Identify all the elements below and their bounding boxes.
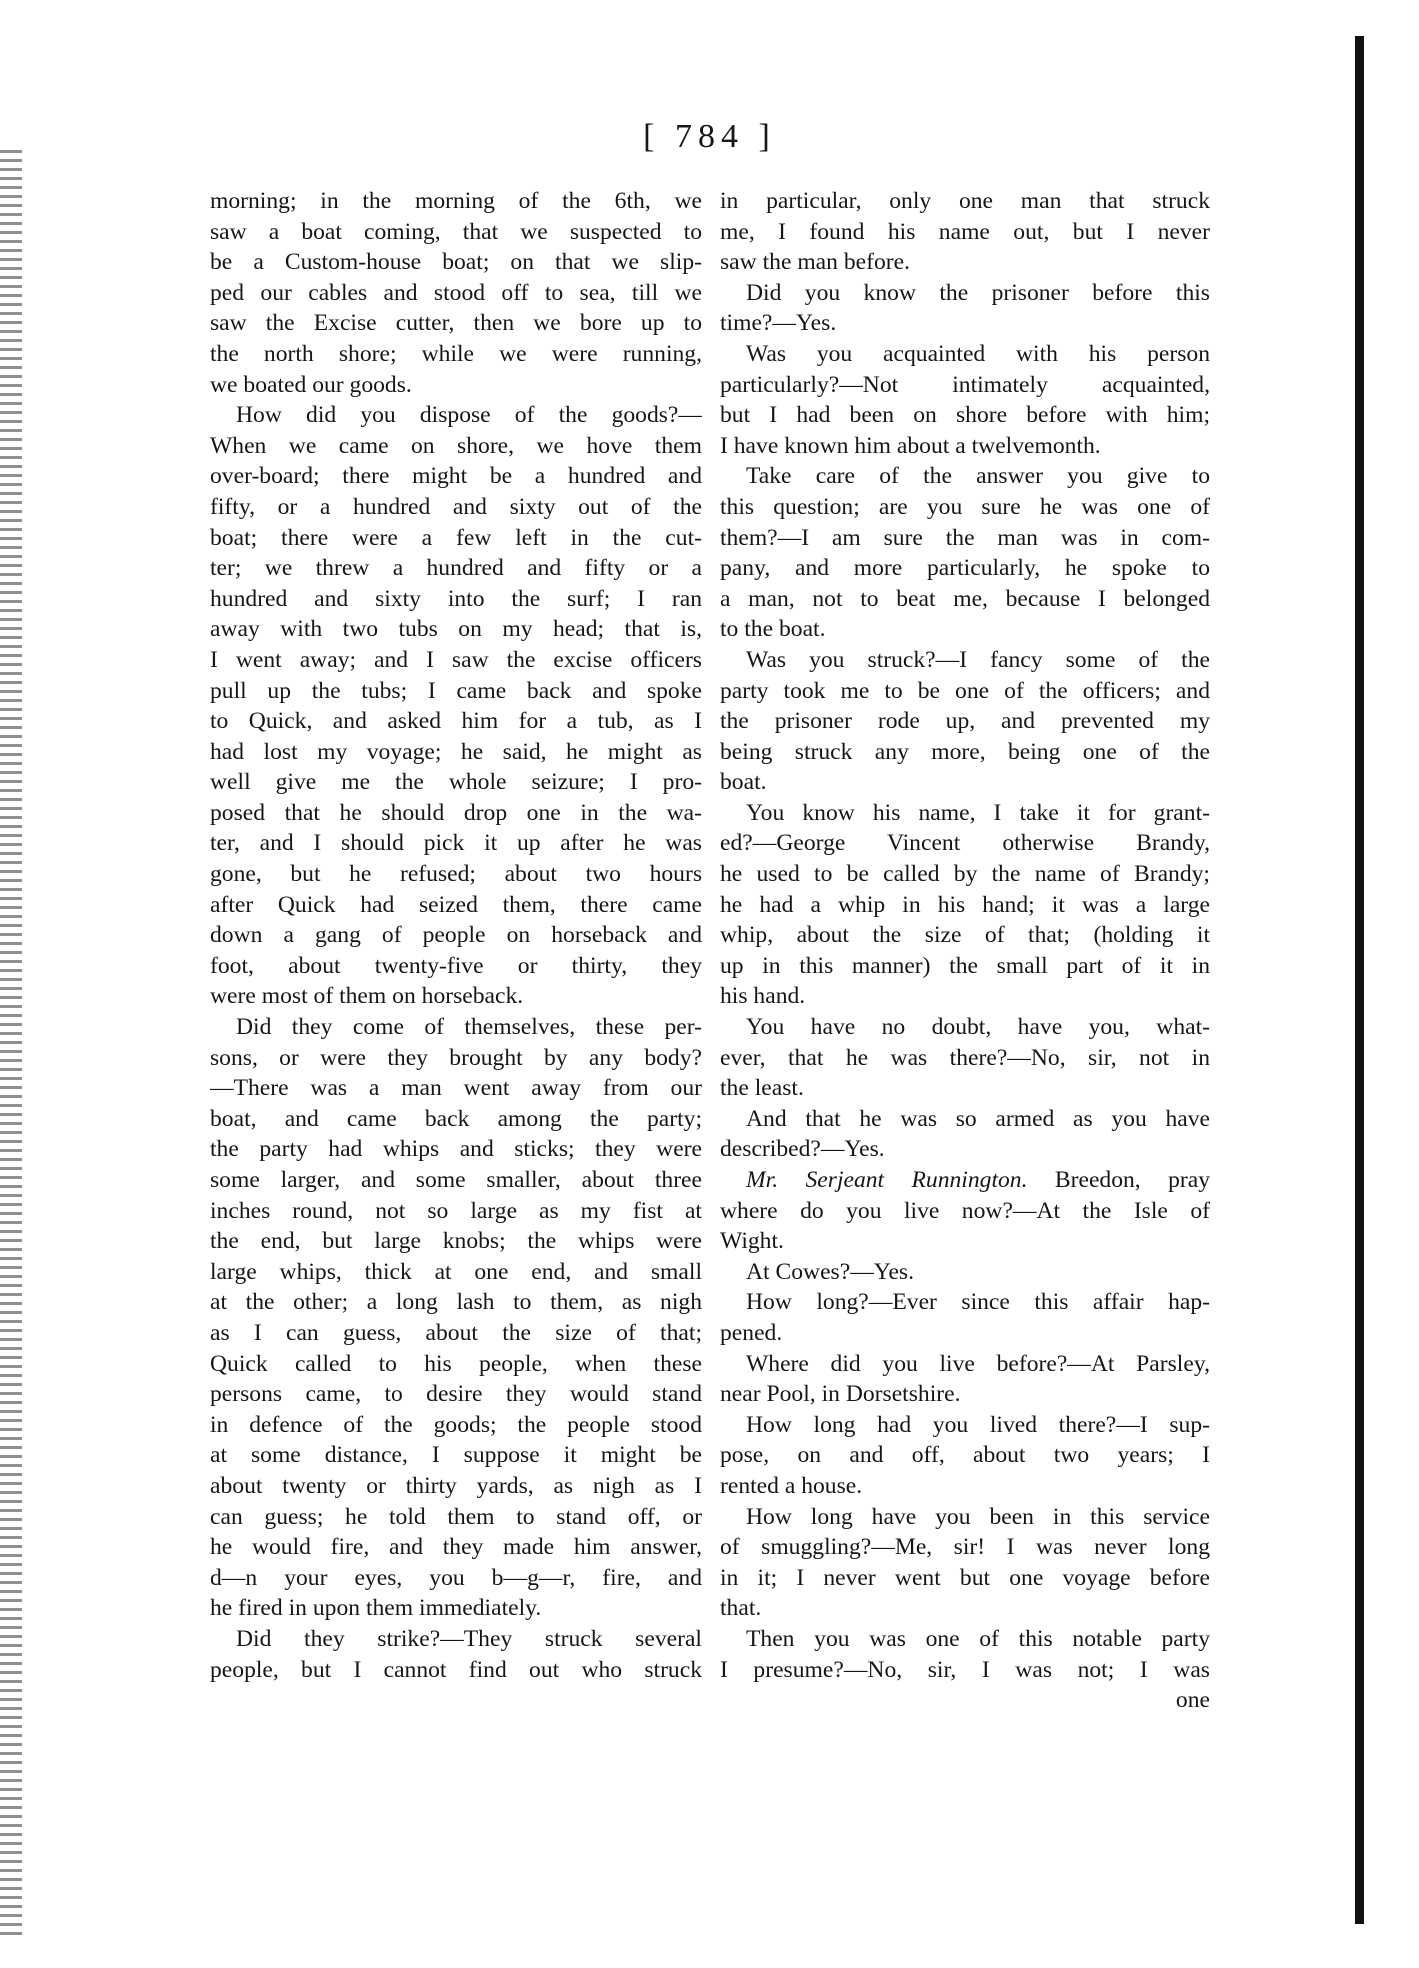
right-column-line bbox=[720, 859, 1210, 890]
left-column-line bbox=[210, 584, 702, 615]
left-column-line bbox=[210, 1318, 702, 1349]
left-column-line bbox=[210, 1624, 702, 1655]
right-column-line bbox=[720, 1685, 1210, 1716]
line-text: ped our cables and stood off to sea, till we bbox=[210, 279, 702, 306]
line-text: me, I found his name out, but I never bbox=[720, 218, 1210, 245]
line-text: one bbox=[1175, 1687, 1210, 1714]
line-text: to Quick, and asked him for a tub, as I bbox=[210, 708, 702, 735]
line-text: were most of them on horseback. bbox=[210, 983, 524, 1010]
line-text: boat, and came back among the party; bbox=[210, 1105, 702, 1132]
right-column-line bbox=[720, 1104, 1210, 1135]
right-column-line bbox=[720, 767, 1210, 798]
line-text: saw the man before. bbox=[720, 249, 910, 276]
right-column-line bbox=[720, 186, 1210, 217]
right-column-line bbox=[720, 492, 1210, 523]
left-column-line bbox=[210, 737, 702, 768]
right-column-line bbox=[720, 1073, 1210, 1104]
right-column-line bbox=[720, 1165, 1210, 1196]
right-column-line bbox=[720, 981, 1210, 1012]
line-text: well give me the whole seizure; I pro- bbox=[210, 769, 702, 796]
right-column-line bbox=[720, 920, 1210, 951]
right-column-line bbox=[720, 645, 1210, 676]
left-column-line bbox=[210, 1104, 702, 1135]
line-text: at some distance, I suppose it might be bbox=[210, 1442, 702, 1469]
line-text: d—n your eyes, you b—g—r, fire, and bbox=[210, 1564, 702, 1591]
line-text: pany, and more particularly, he spoke to bbox=[720, 555, 1210, 582]
left-column-line bbox=[210, 1563, 702, 1594]
left-column-line bbox=[210, 400, 702, 431]
right-column-line bbox=[720, 1287, 1210, 1318]
line-text: being struck any more, being one of the bbox=[720, 738, 1210, 765]
line-text: ter; we threw a hundred and fifty or a bbox=[210, 555, 702, 582]
right-column-line bbox=[720, 828, 1210, 859]
line-text: hundred and sixty into the surf; I ran bbox=[210, 585, 702, 612]
line-text: he used to be called by the name of Brandy; bbox=[720, 861, 1210, 888]
left-column bbox=[210, 186, 702, 1685]
line-text: saw the Excise cutter, then we bore up to bbox=[210, 310, 702, 337]
left-column-line bbox=[210, 645, 702, 676]
line-text: How long have you been in this service bbox=[746, 1503, 1210, 1530]
left-column-line bbox=[210, 308, 702, 339]
line-text: sons, or were they brought by any body? bbox=[210, 1044, 702, 1071]
line-text: morning; in the morning of the 6th, we bbox=[210, 188, 702, 214]
line-text: foot, about twenty-five or thirty, they bbox=[210, 952, 702, 979]
left-column-line bbox=[210, 798, 702, 829]
line-text: Then you was one of this notable party bbox=[746, 1625, 1210, 1652]
left-column-line bbox=[210, 890, 702, 921]
line-text: away with two tubs on my head; that is, bbox=[210, 616, 702, 643]
line-text: ter, and I should pick it up after he was bbox=[210, 830, 702, 857]
line-text: ever, that he was there?—No, sir, not in bbox=[720, 1044, 1210, 1071]
right-column-line bbox=[720, 1043, 1210, 1074]
line-text: How long had you lived there?—I sup- bbox=[746, 1411, 1210, 1438]
line-text: them?—I am sure the man was in com- bbox=[720, 524, 1210, 551]
line-text: people, but I cannot find out who struck bbox=[210, 1656, 702, 1683]
page-edge-rule bbox=[1355, 36, 1364, 1924]
line-text: pose, on and off, about two years; I bbox=[720, 1442, 1210, 1469]
speaker-name: Mr. Serjeant Runnington. bbox=[746, 1167, 1028, 1193]
line-text: the least. bbox=[720, 1075, 804, 1102]
line-text: of smuggling?—Me, sir! I was never long bbox=[720, 1534, 1210, 1561]
line-text: whip, about the size of that; (holding it bbox=[720, 922, 1210, 949]
right-column-line bbox=[720, 1502, 1210, 1533]
right-column-line bbox=[720, 1532, 1210, 1563]
line-text: posed that he should drop one in the wa- bbox=[210, 799, 702, 826]
left-column-line bbox=[210, 370, 702, 401]
line-text: he fired in upon them immediately. bbox=[210, 1595, 542, 1622]
line-text: Was you struck?—I fancy some of the bbox=[746, 646, 1210, 673]
right-column-line bbox=[720, 370, 1210, 401]
left-column-line bbox=[210, 614, 702, 645]
right-column-line bbox=[720, 339, 1210, 370]
left-column-line bbox=[210, 431, 702, 462]
line-text: in it; I never went but one voyage before bbox=[720, 1564, 1210, 1591]
left-column-line bbox=[210, 278, 702, 309]
line-text: his hand. bbox=[720, 983, 806, 1010]
right-column-line bbox=[720, 1655, 1210, 1686]
line-text: How did you dispose of the goods?— bbox=[236, 402, 702, 429]
left-column-line bbox=[210, 1257, 702, 1288]
line-text: the north shore; while we were running, bbox=[210, 340, 702, 367]
right-column-line bbox=[720, 1624, 1210, 1655]
line-text: he had a whip in his hand; it was a large bbox=[720, 891, 1210, 918]
left-column-line bbox=[210, 461, 702, 492]
left-column-line bbox=[210, 553, 702, 584]
right-column-line bbox=[720, 1379, 1210, 1410]
left-column-line bbox=[210, 951, 702, 982]
line-text: the end, but large knobs; the whips were bbox=[210, 1228, 702, 1255]
left-column-line bbox=[210, 828, 702, 859]
line-text: large whips, thick at one end, and small bbox=[210, 1258, 702, 1285]
line-text: Breedon, pray bbox=[1054, 1167, 1210, 1193]
line-text: Quick called to his people, when these bbox=[210, 1350, 702, 1377]
right-column-line bbox=[720, 614, 1210, 645]
line-text: gone, but he refused; about two hours bbox=[210, 861, 702, 888]
line-text: saw a boat coming, that we suspected to bbox=[210, 218, 702, 245]
line-text: this question; are you sure he was one of bbox=[720, 493, 1210, 520]
line-text: pened. bbox=[720, 1319, 783, 1346]
line-text: Where did you live before?—At Parsley, bbox=[746, 1350, 1210, 1377]
line-text: over-board; there might be a hundred and bbox=[210, 463, 702, 490]
line-text: You have no doubt, have you, what- bbox=[746, 1014, 1210, 1041]
left-column-line bbox=[210, 523, 702, 554]
right-column-line bbox=[720, 706, 1210, 737]
right-column-line bbox=[720, 890, 1210, 921]
line-text: Did they come of themselves, these per- bbox=[236, 1014, 702, 1041]
line-text: about twenty or thirty yards, as nigh as I bbox=[210, 1472, 702, 1499]
right-column-line bbox=[720, 1134, 1210, 1165]
line-text: boat; there were a few left in the cut- bbox=[210, 524, 702, 551]
left-column-line bbox=[210, 706, 702, 737]
line-text: the prisoner rode up, and prevented my bbox=[720, 708, 1210, 735]
left-column-line bbox=[210, 217, 702, 248]
line-text: particularly?—Not intimately acquainted, bbox=[720, 371, 1210, 398]
line-text: —There was a man went away from our bbox=[210, 1075, 702, 1102]
line-text: in defence of the goods; the people stood bbox=[210, 1411, 702, 1438]
line-text: as I can guess, about the size of that; bbox=[210, 1319, 702, 1346]
line-text: but I had been on shore before with him; bbox=[720, 402, 1210, 429]
right-column-line bbox=[720, 461, 1210, 492]
line-text: Did they strike?—They struck several bbox=[236, 1625, 702, 1652]
left-column-line bbox=[210, 1196, 702, 1227]
line-text: When we came on shore, we hove them bbox=[210, 432, 702, 459]
right-column-line bbox=[720, 737, 1210, 768]
left-column-line bbox=[210, 981, 702, 1012]
line-text: ed?—George Vincent otherwise Brandy, bbox=[720, 830, 1210, 857]
left-column-line bbox=[210, 1593, 702, 1624]
right-column-line bbox=[720, 676, 1210, 707]
line-text: inches round, not so large as my fist at bbox=[210, 1197, 702, 1224]
line-text: persons came, to desire they would stand bbox=[210, 1381, 702, 1408]
right-column-line bbox=[720, 1410, 1210, 1441]
line-text: can guess; he told them to stand off, or bbox=[210, 1503, 702, 1530]
right-column-line bbox=[720, 1471, 1210, 1502]
right-column-line bbox=[720, 1257, 1210, 1288]
right-column-line bbox=[720, 1318, 1210, 1349]
right-column-line bbox=[720, 523, 1210, 554]
line-text: How long?—Ever since this affair hap- bbox=[746, 1289, 1210, 1316]
line-text: I have known him about a twelvemonth. bbox=[720, 432, 1101, 459]
left-column-line bbox=[210, 1073, 702, 1104]
page-number: [ 784 ] bbox=[643, 118, 776, 155]
line-text: rented a house. bbox=[720, 1472, 863, 1499]
line-text: the party had whips and sticks; they were bbox=[210, 1136, 702, 1163]
line-text: be a Custom-house boat; on that we slip- bbox=[210, 249, 702, 276]
right-column-line bbox=[720, 431, 1210, 462]
left-column-line bbox=[210, 1379, 702, 1410]
line-text: we boated our goods. bbox=[210, 371, 412, 398]
right-column-line bbox=[720, 1196, 1210, 1227]
right-column bbox=[720, 186, 1210, 1716]
line-text: up in this manner) the small part of it in bbox=[720, 952, 1210, 979]
left-column-line bbox=[210, 1134, 702, 1165]
right-column-line bbox=[720, 400, 1210, 431]
line-text: And that he was so armed as you have bbox=[746, 1105, 1210, 1132]
left-column-line bbox=[210, 1655, 702, 1686]
line-text: Did you know the prisoner before this bbox=[746, 279, 1210, 306]
left-column-line bbox=[210, 767, 702, 798]
right-column-line bbox=[720, 584, 1210, 615]
right-column-line bbox=[720, 1226, 1210, 1257]
left-column-line bbox=[210, 920, 702, 951]
right-column-line bbox=[720, 951, 1210, 982]
line-text: boat. bbox=[720, 769, 767, 796]
right-column-line bbox=[720, 553, 1210, 584]
line-text: he would fire, and they made him answer, bbox=[210, 1534, 702, 1561]
left-column-line bbox=[210, 1165, 702, 1196]
right-column-line bbox=[720, 1349, 1210, 1380]
right-column-line bbox=[720, 247, 1210, 278]
left-column-line bbox=[210, 1440, 702, 1471]
line-text: some larger, and some smaller, about three bbox=[210, 1167, 702, 1193]
left-column-line bbox=[210, 1226, 702, 1257]
left-column-line bbox=[210, 1502, 702, 1533]
line-text: time?—Yes. bbox=[720, 310, 837, 337]
left-column-line bbox=[210, 676, 702, 707]
left-column-line bbox=[210, 1471, 702, 1502]
left-column-line bbox=[210, 492, 702, 523]
right-column-line bbox=[720, 1563, 1210, 1594]
right-column-line bbox=[720, 308, 1210, 339]
line-text: at the other; a long lash to them, as nigh bbox=[210, 1289, 702, 1316]
line-text: fifty, or a hundred and sixty out of the bbox=[210, 493, 702, 520]
line-text: where do you live now?—At the Isle of bbox=[720, 1197, 1210, 1224]
line-text: I went away; and I saw the excise officers bbox=[210, 646, 702, 673]
right-column-line bbox=[720, 217, 1210, 248]
right-column-line bbox=[720, 278, 1210, 309]
right-column-line bbox=[720, 1593, 1210, 1624]
line-text: down a gang of people on horseback and bbox=[210, 922, 702, 949]
line-text: Wight. bbox=[720, 1228, 784, 1255]
left-column-line bbox=[210, 247, 702, 278]
left-column-line bbox=[210, 339, 702, 370]
left-column-line bbox=[210, 186, 702, 217]
line-text: At Cowes?—Yes. bbox=[746, 1258, 915, 1285]
line-text: You know his name, I take it for grant- bbox=[746, 799, 1210, 826]
line-text: I presume?—No, sir, I was not; I was bbox=[720, 1656, 1210, 1683]
right-column-line bbox=[720, 1012, 1210, 1043]
line-text: described?—Yes. bbox=[720, 1136, 885, 1163]
left-column-line bbox=[210, 1532, 702, 1563]
line-text: had lost my voyage; he said, he might as bbox=[210, 738, 702, 765]
binding-shadow bbox=[0, 150, 22, 1940]
right-column-line bbox=[720, 798, 1210, 829]
line-text: in particular, only one man that struck bbox=[720, 188, 1210, 214]
line-text: after Quick had seized them, there came bbox=[210, 891, 702, 918]
line-text: Take care of the answer you give to bbox=[746, 463, 1210, 490]
line-text: pull up the tubs; I came back and spoke bbox=[210, 677, 702, 704]
line-text: near Pool, in Dorsetshire. bbox=[720, 1381, 961, 1408]
left-column-line bbox=[210, 1012, 702, 1043]
line-text: Was you acquainted with his person bbox=[746, 340, 1210, 367]
right-column-line bbox=[720, 1440, 1210, 1471]
left-column-line bbox=[210, 1410, 702, 1441]
left-column-line bbox=[210, 1287, 702, 1318]
left-column-line bbox=[210, 1349, 702, 1380]
line-text: party took me to be one of the officers; and bbox=[720, 677, 1210, 704]
line-text: a man, not to beat me, because I belonged bbox=[720, 585, 1210, 612]
left-column-line bbox=[210, 859, 702, 890]
left-column-line bbox=[210, 1043, 702, 1074]
line-text: to the boat. bbox=[720, 616, 826, 643]
line-text: that. bbox=[720, 1595, 762, 1622]
